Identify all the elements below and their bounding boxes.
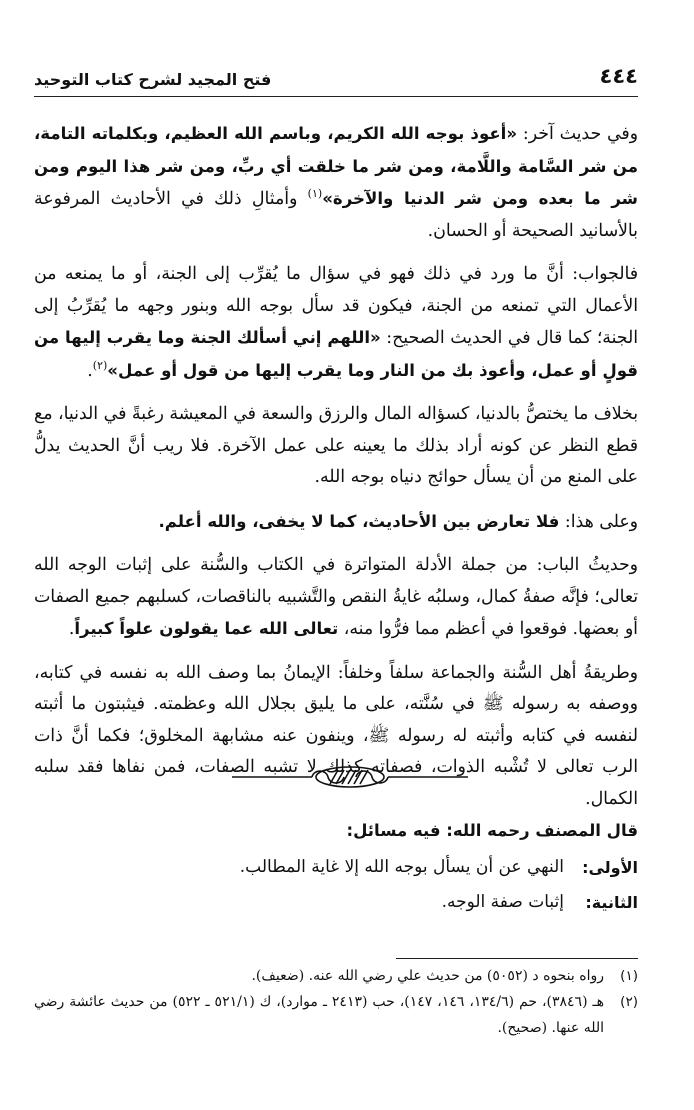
running-header [34, 60, 638, 97]
paragraph-worldly-request [34, 399, 638, 494]
issue-text: إثبات صفة الوجه. [441, 892, 564, 912]
issue-text: النهي عن أن يسأل بوجه الله إلا غاية المطالب. [239, 857, 564, 877]
issues-section [34, 815, 638, 921]
footnote-item [34, 989, 638, 1041]
footnote-ref[interactable]: (١) [307, 187, 323, 201]
emphasis-text: تعالى الله عما يقولون علواً كبيراً [74, 619, 339, 638]
issue-item [34, 851, 638, 884]
issues-heading: قال المصنف رحمه الله: فيه مسائل: [346, 821, 638, 840]
footnote-text: هـ (٣٨٤٦)، حم (١٣٤/٦، ١٤٦، ١٤٧)، حب (٢٤١٣ ـ موارد)، ك (٥٢١/١ ـ ٥٢٢) من حديث عائشة رضي الله عنها. (صحيح). [34, 994, 604, 1036]
hadith-quote: «اللهم إني أسألك الجنة وما يقرب إليها من قولٍ أو عمل، وأعوذ بك من النار وما يقرب إليها من قول أو عمل» [34, 328, 638, 380]
paragraph-chapter-hadith [34, 550, 638, 646]
emphasis-text: فلا تعارض بين الأحاديث، كما لا يخفى، والله أعلم. [158, 511, 560, 531]
paragraph-text: وحديثُ الباب: من جملة الأدلة المتواترة في الكتاب والسُّنة على إثبات الوجه الله تعالى؛ فإنَّه صفةُ كمال، وسلبُه غايةُ النقص والتَّشبيه بالناقصات، كسلبهم جميع الصفات أو بعضها. فوقعوا في أعظم مما فرُّوا منه، [34, 555, 638, 639]
footnote-ref[interactable]: (٢) [92, 358, 108, 372]
page-number: ٤٤٤ [599, 64, 638, 88]
paragraph-hadith-quote [34, 118, 638, 247]
footnote-divider [396, 958, 638, 959]
issue-label: الأولى: [582, 858, 638, 877]
footnote-text: رواه بنحوه د (٥٠٥٢) من حديث علي رضي الله عنه. (ضعيف). [251, 968, 604, 984]
paragraph-text: وأمثالِ ذلك في الأحاديث المرفوعة بالأسانيد الصحيحة أو الحسان. [34, 189, 638, 241]
footnote-item [34, 963, 638, 989]
footnote-number: (٢) [620, 994, 638, 1010]
paragraph-conclusion [34, 506, 638, 539]
issue-item [34, 886, 638, 919]
paragraph-answer [34, 259, 638, 387]
footnotes [34, 963, 638, 1041]
book-title: فتح المجيد لشرح كتاب التوحيد [34, 70, 272, 89]
paragraph-text: وفي حديث آخر: [517, 124, 638, 144]
issue-label: الثانية: [585, 893, 638, 912]
main-text [34, 118, 638, 827]
paragraph-text: . [87, 360, 93, 381]
footnote-number: (١) [620, 968, 638, 984]
paragraph-text: وطريقةُ أهل السُّنة والجماعة سلفاً وخلفاً: الإيمانُ بما وصف الله به نفسه في كتابه، ووصفه به رسوله ﷺ في سُنَّته، على ما يليق بجلال الله وعظمته. فيثبتون ما أثبته لنفسه في كتابه وأثبته له رسوله ﷺ، وينفون عنه مشابهة المخلوق؛ فكما أنَّ ذات الرب تعالى لا تُشْبه الذوات، فصفاته كذلك لا تشبه الصفات، فمن نفاها فقد سلبه الكمال. [34, 662, 638, 809]
paragraph-text: وعلى هذا: [559, 511, 638, 532]
hadith-quote: «أعوذ بوجه الله الكريم، وباسم الله العظيم، وبكلماته التامة، من شر السَّامة واللَّامة، ومن شر ما خلقت أي ربِّ، ومن شر هذا اليوم ومن شر ما بعده ومن شر الدنيا والآخرة» [34, 124, 638, 208]
section-divider-ornament [230, 762, 470, 792]
paragraph-text: بخلاف ما يختصُّ بالدنيا، كسؤاله المال والرزق والسعة في المعيشة رغبةً في الدنيا، مع قطع النظر عن كونه أراد بذلك ما يعينه على عمل الآخرة. فلا ريب أنَّ الحديث يدلُّ على المنع من أن يسأل حوائج دنياه بوجه الله. [34, 404, 638, 487]
paragraph-text: . [68, 619, 75, 639]
paragraph-text: فالجواب: أنَّ ما ورد في ذلك فهو في سؤال ما يُقرِّب إلى الجنة، أو ما يمنعه من الأعمال التي تمنعه من الجنة، فيكون قد سأل بوجه الله وبنور وجهه ما يُقرِّبُ إلى الجنة؛ كما قال في الحديث الصحيح: [34, 264, 639, 348]
